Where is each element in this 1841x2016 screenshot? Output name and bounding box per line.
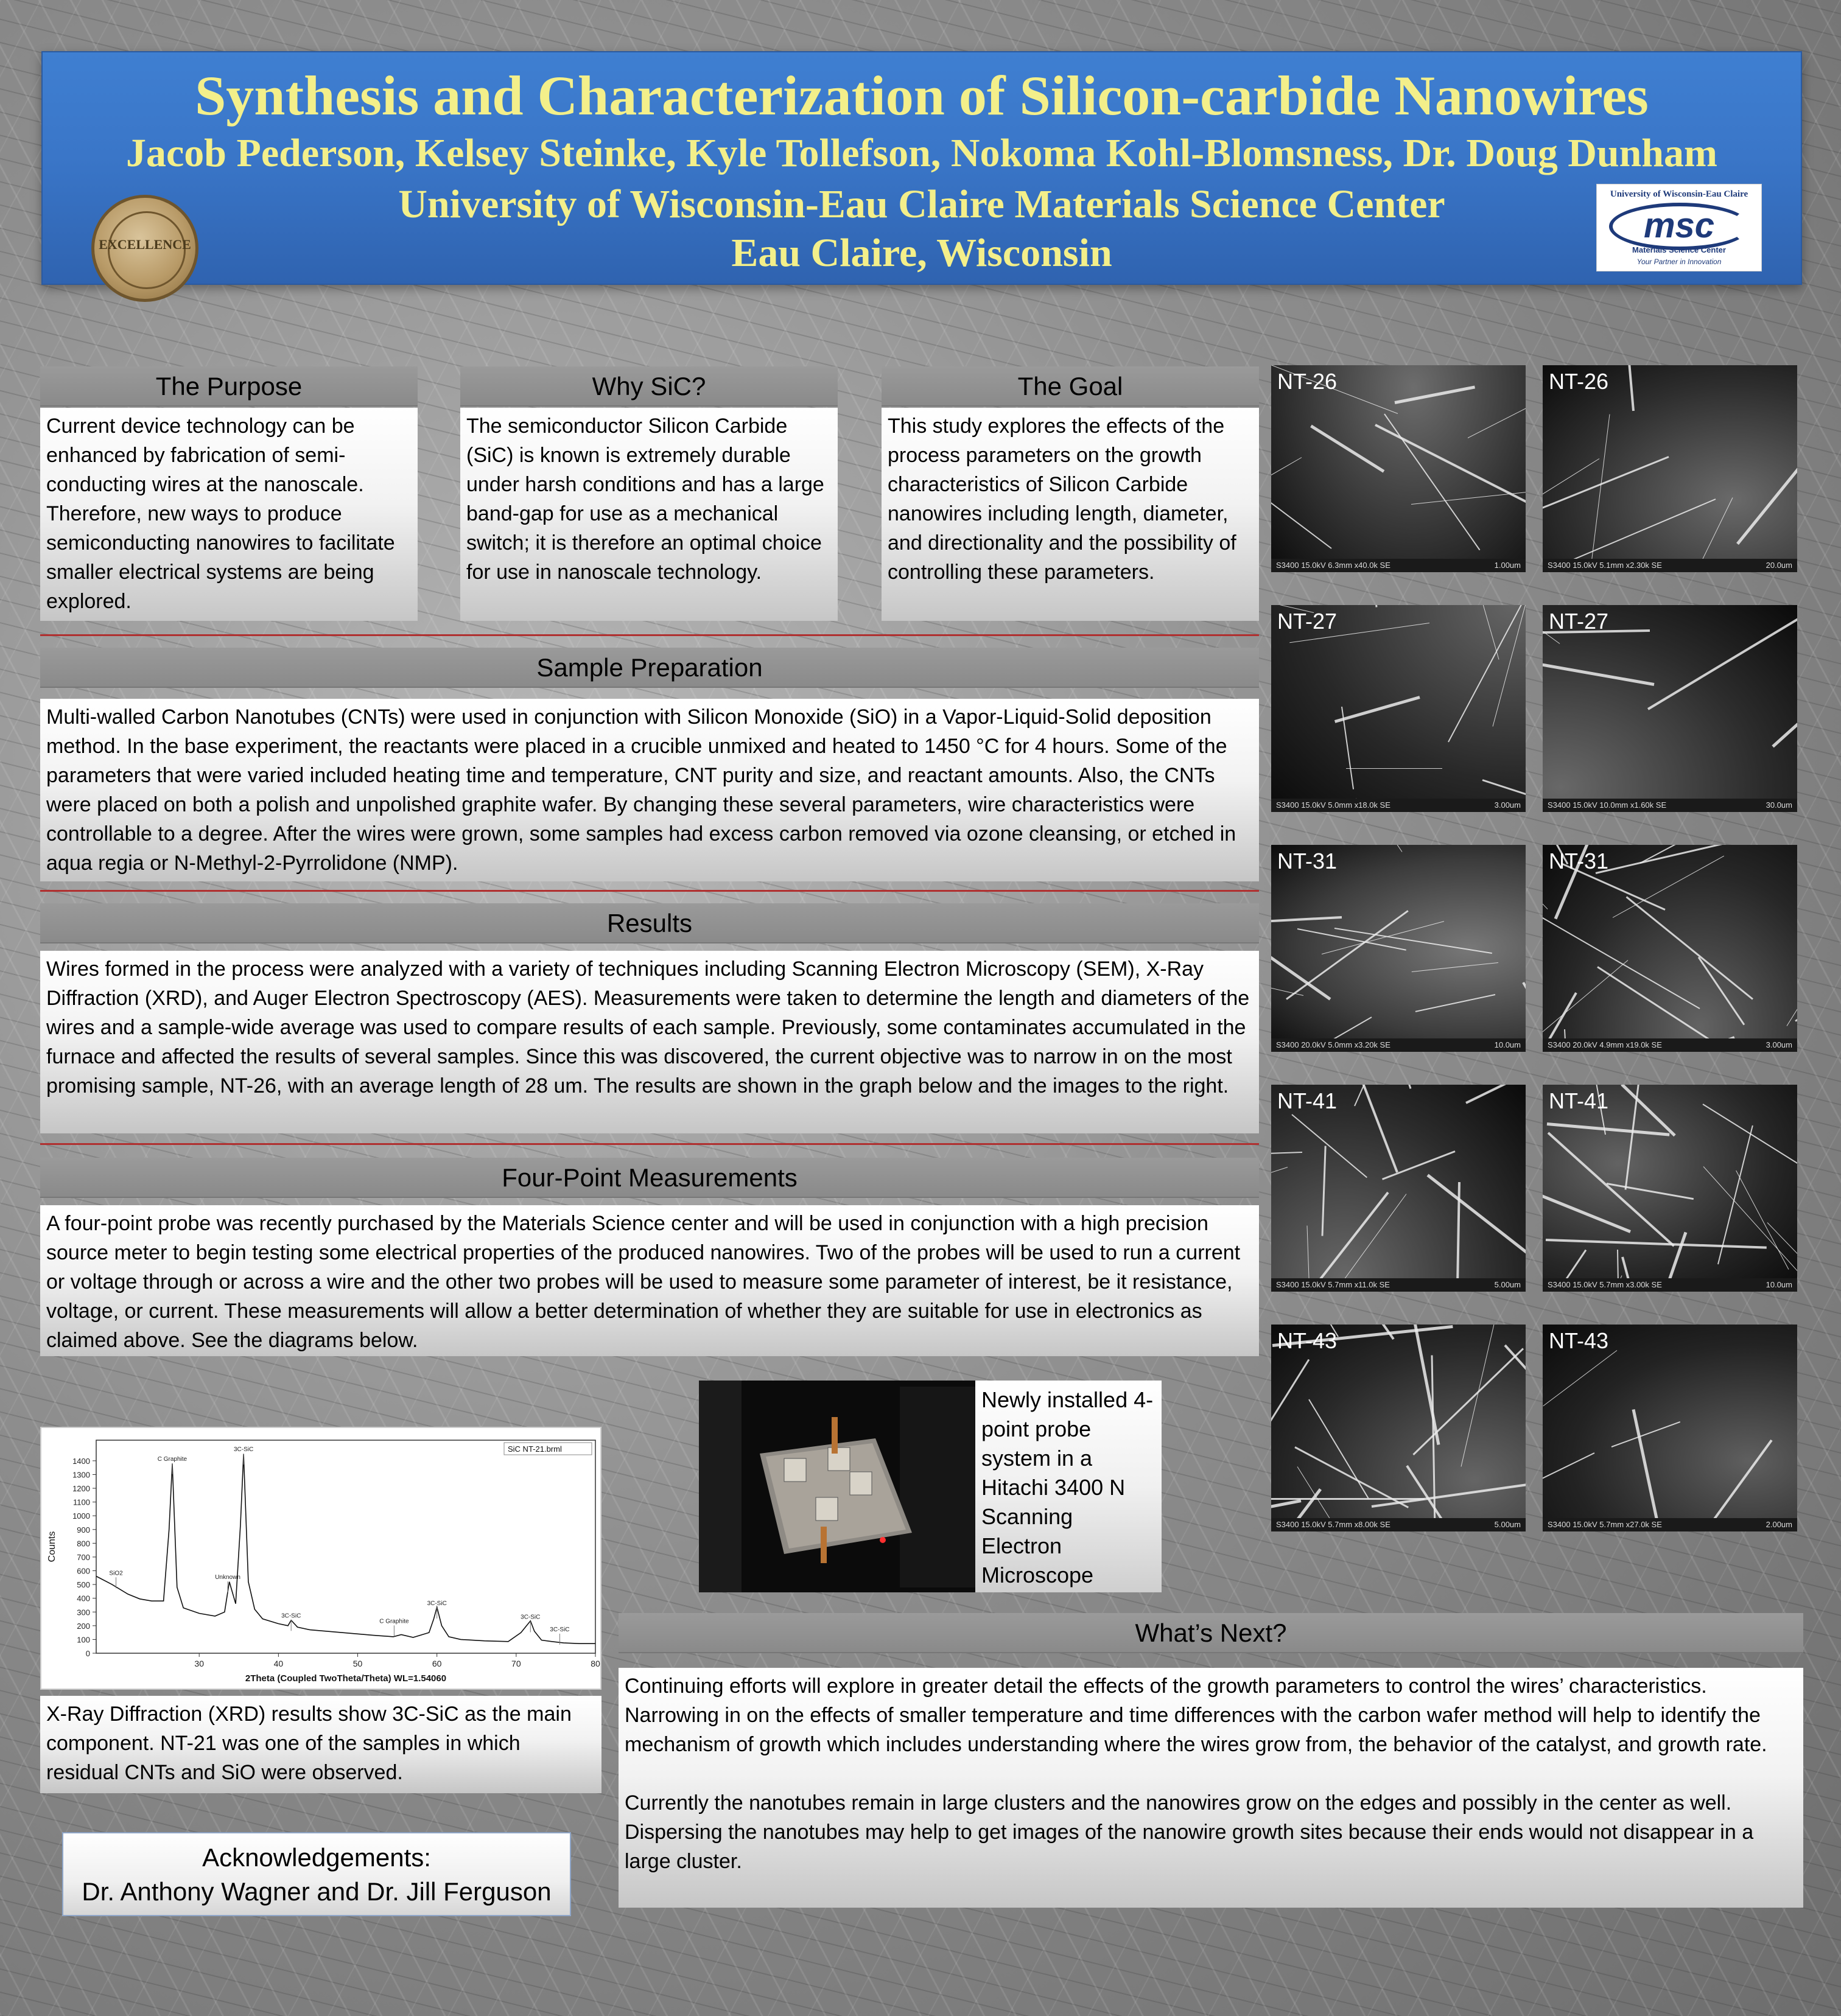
nanowire <box>1620 365 1635 411</box>
x-axis-label: 2Theta (Coupled TwoTheta/Theta) WL=1.54060 <box>245 1673 447 1684</box>
photo-caption: Newly installed 4-point probe system in a Hitachi 3400 N Scanning Electron Microscope <box>975 1381 1162 1592</box>
sem-meta: S3400 15.0kV 6.3mm x40.0k SE <box>1276 561 1390 570</box>
nanowire <box>1415 994 1495 1012</box>
sem-image <box>1271 365 1526 572</box>
sem-meta: S3400 15.0kV 10.0mm x1.60k SE <box>1548 800 1667 810</box>
y-tick-label: 1300 <box>72 1470 90 1480</box>
acknowledgements <box>62 1832 571 1916</box>
nanowire <box>1426 1174 1526 1270</box>
nanowire <box>1547 1122 1670 1136</box>
sem-meta: S3400 20.0kV 4.9mm x19.0k SE <box>1548 1040 1662 1049</box>
sem-label: NT-26 <box>1277 369 1338 394</box>
sem-meta: S3400 15.0kV 5.0mm x18.0k SE <box>1276 800 1390 810</box>
y-tick-label: 800 <box>77 1539 90 1549</box>
sem-label: NT-41 <box>1549 1088 1609 1113</box>
y-tick-label: 0 <box>85 1649 90 1658</box>
nanowire <box>1375 424 1526 519</box>
nanowire <box>1308 1399 1369 1499</box>
nanowire <box>1548 1132 1675 1247</box>
sem-image <box>1271 1325 1526 1531</box>
sem-scale-bar: 10.0um <box>1494 1040 1521 1049</box>
nanowire <box>1543 458 1599 506</box>
ack-names: Dr. Anthony Wagner and Dr. Jill Ferguson <box>82 1877 552 1906</box>
sem-label: NT-27 <box>1549 609 1609 634</box>
nanowire <box>1346 768 1442 769</box>
nanowire <box>1461 1325 1501 1467</box>
sem-image <box>1271 1085 1526 1292</box>
xrd-plot <box>41 1428 600 1689</box>
nanowire <box>1546 1239 1767 1249</box>
nanowire <box>1626 896 1753 999</box>
x-tick-label: 60 <box>432 1659 442 1668</box>
sem-meta: S3400 15.0kV 5.7mm x27.0k SE <box>1548 1520 1662 1529</box>
nanowire <box>1596 845 1787 874</box>
purpose-heading: The Purpose <box>40 366 418 407</box>
nanowire <box>1271 1194 1406 1292</box>
plot-frame <box>96 1440 595 1653</box>
y-tick-label: 400 <box>77 1594 90 1603</box>
university-seal-icon <box>91 195 198 302</box>
peak-label: 3C-SiC <box>550 1626 570 1633</box>
nanowire <box>1465 1085 1526 1104</box>
y-tick-label: 500 <box>77 1580 90 1590</box>
nanowire <box>1543 1167 1631 1233</box>
peak-label: Unknown <box>215 1574 240 1581</box>
nanowire <box>1504 1345 1526 1427</box>
probe-system-photo <box>699 1381 975 1592</box>
nanowire <box>1647 609 1797 710</box>
nanowire <box>1411 491 1526 505</box>
sem-label: NT-43 <box>1549 1328 1609 1353</box>
nanowire <box>1702 1104 1797 1184</box>
y-tick-label: 700 <box>77 1552 90 1562</box>
goal-heading: The Goal <box>882 366 1259 407</box>
peak-label: 3C-SiC <box>427 1600 447 1607</box>
peak-label: SiO2 <box>109 1570 123 1577</box>
four-point-heading: Four-Point Measurements <box>40 1158 1259 1198</box>
sem-scale-bar: 3.00um <box>1766 1040 1792 1049</box>
y-tick-label: 1200 <box>72 1484 90 1494</box>
msc-logo-tagline: Your Partner in Innovation <box>1636 257 1722 266</box>
sem-meta: S3400 15.0kV 5.1mm x2.30k SE <box>1548 561 1662 570</box>
sem-scale-bar: 1.00um <box>1494 561 1521 570</box>
divider <box>40 634 1259 636</box>
nanowire <box>1632 1409 1674 1531</box>
y-tick-label: 1400 <box>72 1456 90 1466</box>
msc-logo-main: msc <box>1643 206 1715 245</box>
sample-prep-heading: Sample Preparation <box>40 648 1259 688</box>
institution-name: University of Wisconsin-Eau Claire Materials Science Center <box>398 182 1445 226</box>
sem-scale-bar: 30.0um <box>1766 800 1792 810</box>
goal-text: This study explores the effects of the process parameters on the growth characteristics of Silicon Carbide nanowires including length, diameter, and directionality and the possibility of controlling these parameters. <box>882 408 1259 621</box>
sem-scale-bar: 5.00um <box>1494 1280 1521 1289</box>
ack-heading: Acknowledgements: <box>202 1843 431 1872</box>
why-sic-heading: Why SiC? <box>460 366 838 407</box>
sem-meta: S3400 15.0kV 5.7mm x8.00k SE <box>1276 1520 1390 1529</box>
nanowire <box>1271 1498 1425 1500</box>
peak-label: C Graphite <box>157 1455 188 1463</box>
divider <box>40 1143 1259 1145</box>
nanowire <box>1795 914 1797 1021</box>
whats-next-para-2: Currently the nanotubes remain in large clusters and the nanowires grow on the edges and possibly in the center as well. Dispersing the nanotubes may help to get images of the nanowire growth sites because their ends would not disappear in a large cluster. <box>625 1791 1754 1873</box>
nanowire <box>1543 1350 1617 1406</box>
sem-image <box>1271 845 1526 1052</box>
sem-image <box>1543 845 1797 1052</box>
x-tick-label: 40 <box>273 1659 284 1668</box>
whats-next-box <box>619 1668 1803 1908</box>
sem-scale-bar: 5.00um <box>1494 1520 1521 1529</box>
nanowire <box>1286 910 1409 1000</box>
msc-logo-top: University of Wisconsin-Eau Claire <box>1610 189 1748 199</box>
sem-label: NT-41 <box>1277 1088 1338 1113</box>
location: Eau Claire, Wisconsin <box>731 231 1112 275</box>
nanowire <box>1412 962 1498 972</box>
why-sic-text: The semiconductor Silicon Carbide (SiC) is known is extremely durable under harsh conditions and has a large band-gap for use as a mechanical switch; it is therefore an optimal choice for use in nanoscale technology. <box>460 408 838 621</box>
nanowire <box>1468 377 1526 438</box>
msc-logo <box>1596 184 1762 271</box>
sem-scale-bar: 10.0um <box>1766 1280 1792 1289</box>
nanowire <box>1271 916 1342 925</box>
four-point-text: A four-point probe was recently purchased by the Materials Science center and will be used in conjunction with a high precision source meter to begin testing some electrical properties of the produced nanowires. Two of the probes will be used to run a current or voltage through or across a wire and the other two probes will be used to measure some parameter of interest, be it resistance, voltage, or current. These measurements will allow a better determination of whether they are suitable for use in electronics as claimed above. See the diagrams below. <box>40 1205 1259 1356</box>
nanowire <box>1611 1421 1680 1447</box>
sem-image <box>1543 605 1797 812</box>
sem-meta: S3400 15.0kV 5.7mm x11.0k SE <box>1276 1280 1390 1289</box>
msc-logo-sub: Materials Science Center <box>1632 245 1726 254</box>
sample-prep-text: Multi-walled Carbon Nanotubes (CNTs) were used in conjunction with Silicon Monoxide (SiO) in a Vapor-Liquid-Solid deposition method. In the base experiment, the reactants were placed in a crucible unmixed and heated to 1450 °C for 4 hours. Some of the parameters that were varied included heating time and temperature, CNT purity and size, and reactant amounts. Also, the CNTs were placed on both a polish and unpolished graphite wafer. By changing these several parameters, wire characteristics were controllable to a degree. After the wires were grown, some samples had excess carbon removed via ozone cleansing, or etched in aqua regia or N-Methyl-2-Pyrrolidone (NMP). <box>40 699 1259 881</box>
peak-label: C Graphite <box>379 1618 409 1625</box>
x-tick-label: 80 <box>591 1659 600 1668</box>
nanowire <box>1717 1125 1753 1265</box>
y-tick-label: 1000 <box>72 1511 90 1521</box>
nanowire <box>1271 1152 1302 1156</box>
sem-image <box>1543 1085 1797 1292</box>
nanowire <box>1356 1085 1398 1173</box>
nanowire <box>1372 1478 1526 1508</box>
nanowire <box>1271 1167 1288 1205</box>
nanowire <box>1493 605 1526 727</box>
y-tick-label: 300 <box>77 1608 90 1617</box>
sem-scale-bar: 3.00um <box>1494 800 1521 810</box>
peak-label: 3C-SiC <box>233 1446 254 1454</box>
xrd-caption: X-Ray Diffraction (XRD) results show 3C-SiC as the main component. NT-21 was one of the samples in which residual CNTs and SiO were observed. <box>40 1696 601 1793</box>
divider <box>40 890 1259 892</box>
sem-label: NT-27 <box>1277 609 1338 634</box>
nanowire <box>1698 957 1745 1026</box>
nanowire <box>1322 1146 1327 1236</box>
nanowire <box>1621 1085 1676 1136</box>
nanowire <box>1346 1085 1412 1089</box>
nanowire <box>1334 696 1420 723</box>
sem-image <box>1543 365 1797 572</box>
x-tick-label: 30 <box>194 1659 204 1668</box>
poster-title: Synthesis and Characterization of Silicon-carbide Nanowires <box>195 65 1649 127</box>
nanowire <box>1736 1171 1789 1270</box>
y-tick-label: 1100 <box>73 1497 90 1507</box>
y-tick-label: 900 <box>77 1525 90 1535</box>
nanowire <box>1384 413 1480 550</box>
xrd-chart <box>40 1427 601 1690</box>
seal-text: EXCELLENCE <box>99 237 191 252</box>
whats-next-heading: What’s Next? <box>619 1613 1803 1653</box>
nanowire <box>1736 365 1797 545</box>
nanowire <box>1703 1166 1797 1292</box>
legend-entry: SiC NT-21.brml <box>508 1444 562 1454</box>
peak-label: 3C-SiC <box>281 1612 301 1620</box>
sem-label: NT-31 <box>1277 849 1338 873</box>
sem-scale-bar: 20.0um <box>1766 561 1792 570</box>
y-tick-label: 100 <box>77 1635 90 1645</box>
nanowire <box>1543 1452 1594 1494</box>
peak-label: 3C-SiC <box>521 1614 541 1621</box>
y-tick-label: 200 <box>77 1621 90 1631</box>
purpose-text: Current device technology can be enhanced by fabrication of semi-conducting wires at the nanoscale. Therefore, new ways to produce semiconducting nanowires to facilitate smaller electrical systems are being explored. <box>40 408 418 621</box>
x-tick-label: 70 <box>511 1659 521 1668</box>
sem-label: NT-43 <box>1277 1328 1338 1353</box>
y-axis-label: Counts <box>47 1531 57 1563</box>
nanowire <box>1448 605 1526 742</box>
nanowire <box>1787 940 1797 1026</box>
sem-label: NT-26 <box>1549 369 1609 394</box>
nanowire <box>1772 645 1797 748</box>
sem-scale-bar: 2.00um <box>1766 1520 1792 1529</box>
nanowire <box>1543 654 1654 686</box>
nanowire <box>1310 425 1384 473</box>
nanowire <box>1358 605 1378 607</box>
results-text: Wires formed in the process were analyzed with a variety of techniques including Scanning Electron Microscopy (SEM), X-Ray Diffraction (XRD), and Auger Electron Spectroscopy (AES). Measurements were taken to determine the length and diameters of the wires and a sample-wide average was used to compare results of each sample. Previously, some contaminates accumulated in the furnace and affected the results of several samples. Since this was discovered, the current objective was to narrow in on the most promising sample, NT-26, with an average length of 28 um. The results are shown in the graph below and the images to the right. <box>40 951 1259 1133</box>
sem-meta: S3400 15.0kV 5.7mm x3.00k SE <box>1548 1280 1662 1289</box>
nanowire <box>1543 911 1700 1009</box>
whats-next-para-1: Continuing efforts will explore in greater detail the effects of the growth parameters to control the wires’ characteristics. Narrowing in on the effects of smaller temperature and time differences with the carbon wafer method will help to identify the mechanism of growth which includes understanding where the wires grow from, the behavior of the catalyst, and growth rate. <box>625 1675 1767 1756</box>
author-list: Jacob Pederson, Kelsey Steinke, Kyle Tollefson, Nokoma Kohl-Blomsness, Dr. Doug Dunham <box>126 131 1717 175</box>
nanowire <box>1543 845 1548 909</box>
sem-meta: S3400 20.0kV 5.0mm x3.20k SE <box>1276 1040 1390 1049</box>
nanowire <box>1395 385 1475 404</box>
nanowire <box>1399 1325 1440 1445</box>
title-banner <box>41 51 1802 285</box>
results-heading: Results <box>40 903 1259 943</box>
nanowire <box>1291 1114 1367 1178</box>
sem-label: NT-31 <box>1549 849 1609 873</box>
sem-image <box>1543 1325 1797 1531</box>
nanowire <box>1271 1359 1310 1462</box>
y-tick-label: 600 <box>77 1566 90 1576</box>
sem-image <box>1271 605 1526 812</box>
x-tick-label: 50 <box>352 1659 363 1668</box>
